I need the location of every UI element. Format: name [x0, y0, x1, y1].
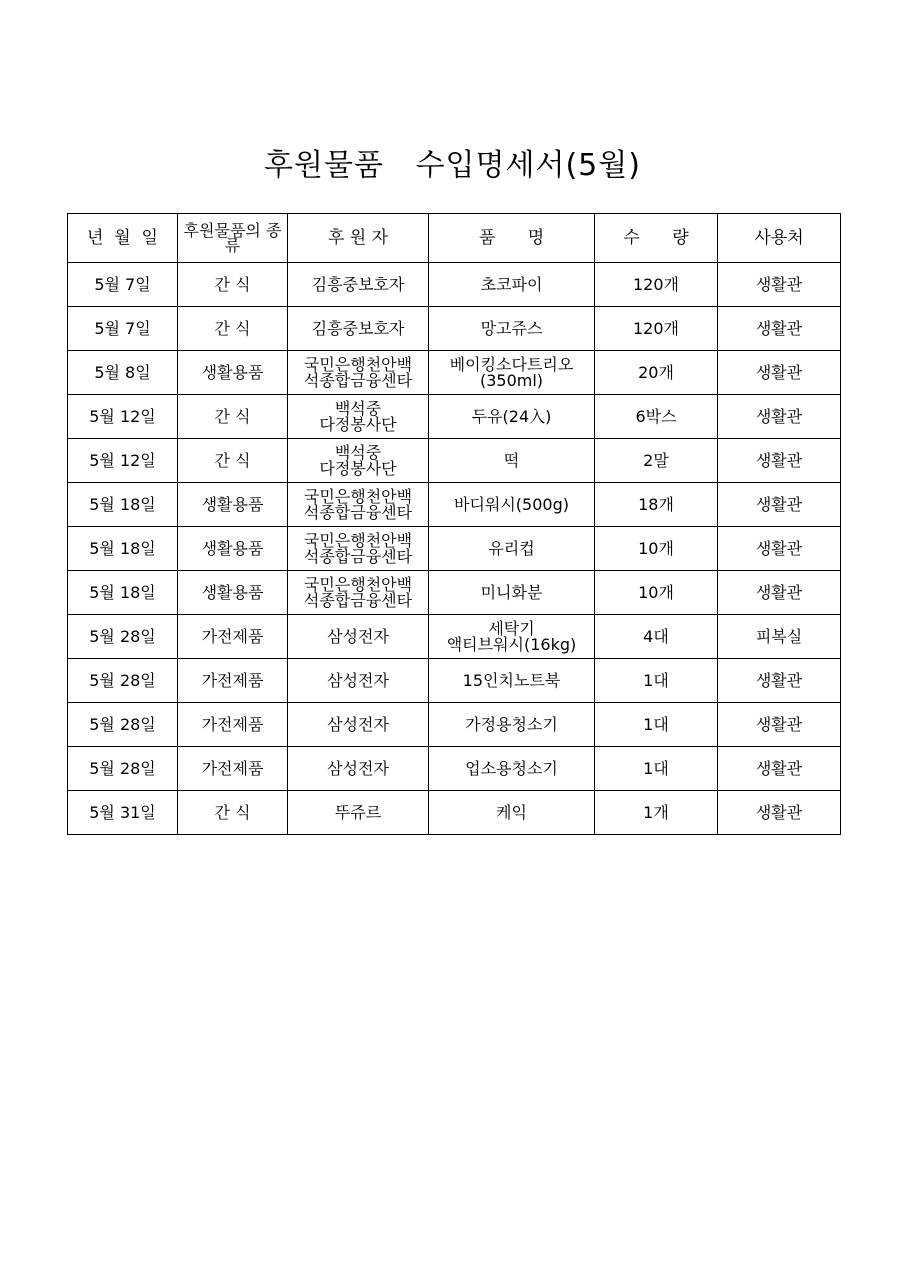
page-title: 후원물품 수입명세서(5월): [264, 148, 641, 183]
header-donor: 후 원 자: [288, 214, 429, 263]
cell-quantity: 1대: [595, 703, 718, 747]
cell-item: 유리컵: [429, 527, 595, 571]
cell-date: 5월 7일: [68, 263, 178, 307]
cell-quantity: 10개: [595, 527, 718, 571]
table-row: [68, 307, 841, 351]
cell-date: 5월 12일: [68, 439, 178, 483]
cell-usage: 생활관: [718, 351, 841, 395]
cell-usage: 피복실: [718, 615, 841, 659]
cell-item: 세탁기 액티브워시(16kg): [429, 615, 595, 659]
cell-quantity: 1대: [595, 659, 718, 703]
table-row: [68, 571, 841, 615]
table-row: [68, 791, 841, 835]
table-body: [68, 263, 841, 835]
cell-date: 5월 12일: [68, 395, 178, 439]
cell-category: 간 식: [178, 791, 288, 835]
header-date: 년 월 일: [68, 214, 178, 263]
cell-quantity: 2말: [595, 439, 718, 483]
cell-date: 5월 28일: [68, 615, 178, 659]
cell-quantity: 1대: [595, 747, 718, 791]
cell-usage: 생활관: [718, 395, 841, 439]
cell-usage: 생활관: [718, 307, 841, 351]
header-usage: 사용처: [718, 214, 841, 263]
cell-usage: 생활관: [718, 659, 841, 703]
cell-category: 가전제품: [178, 615, 288, 659]
table-row: [68, 439, 841, 483]
cell-date: 5월 18일: [68, 483, 178, 527]
header-category: 후원물품의 종류: [178, 214, 288, 263]
table-row: [68, 351, 841, 395]
cell-donor: 김흥중보호자: [288, 307, 429, 351]
cell-category: 간 식: [178, 439, 288, 483]
cell-donor: 국민은행천안백 석종합금융센타: [288, 351, 429, 395]
cell-item: 초코파이: [429, 263, 595, 307]
cell-category: 생활용품: [178, 527, 288, 571]
cell-date: 5월 28일: [68, 659, 178, 703]
cell-date: 5월 31일: [68, 791, 178, 835]
cell-item: 업소용청소기: [429, 747, 595, 791]
cell-category: 생활용품: [178, 571, 288, 615]
cell-date: 5월 28일: [68, 703, 178, 747]
cell-quantity: 120개: [595, 307, 718, 351]
cell-item: 망고쥬스: [429, 307, 595, 351]
cell-donor: 국민은행천안백 석종합금융센타: [288, 483, 429, 527]
table-row: [68, 703, 841, 747]
cell-usage: 생활관: [718, 527, 841, 571]
table-row: [68, 527, 841, 571]
cell-donor: 삼성전자: [288, 659, 429, 703]
header-item: 품 명: [429, 214, 595, 263]
cell-category: 생활용품: [178, 483, 288, 527]
cell-category: 간 식: [178, 307, 288, 351]
cell-usage: 생활관: [718, 483, 841, 527]
cell-date: 5월 28일: [68, 747, 178, 791]
cell-category: 가전제품: [178, 659, 288, 703]
cell-quantity: 120개: [595, 263, 718, 307]
cell-quantity: 18개: [595, 483, 718, 527]
cell-category: 간 식: [178, 395, 288, 439]
cell-date: 5월 18일: [68, 527, 178, 571]
cell-usage: 생활관: [718, 439, 841, 483]
cell-donor: 국민은행천안백 석종합금융센타: [288, 571, 429, 615]
donation-table: [67, 213, 841, 835]
cell-quantity: 4대: [595, 615, 718, 659]
cell-item: 두유(24入): [429, 395, 595, 439]
cell-usage: 생활관: [718, 263, 841, 307]
cell-donor: 삼성전자: [288, 747, 429, 791]
header-row: [68, 214, 841, 263]
cell-quantity: 20개: [595, 351, 718, 395]
table-row: [68, 659, 841, 703]
cell-donor: 백석중 다정봉사단: [288, 395, 429, 439]
cell-item: 떡: [429, 439, 595, 483]
cell-donor: 뚜쥬르: [288, 791, 429, 835]
cell-usage: 생활관: [718, 571, 841, 615]
table-row: [68, 395, 841, 439]
header-quantity: 수 량: [595, 214, 718, 263]
cell-category: 가전제품: [178, 747, 288, 791]
table-row: [68, 483, 841, 527]
cell-quantity: 6박스: [595, 395, 718, 439]
table-header: [68, 214, 841, 263]
cell-item: 가정용청소기: [429, 703, 595, 747]
cell-quantity: 1개: [595, 791, 718, 835]
cell-item: 바디워시(500g): [429, 483, 595, 527]
cell-donor: 김흥중보호자: [288, 263, 429, 307]
cell-donor: 백석중 다정봉사단: [288, 439, 429, 483]
cell-donor: 삼성전자: [288, 703, 429, 747]
table-row: [68, 263, 841, 307]
cell-item: 베이킹소다트리오(350ml): [429, 351, 595, 395]
cell-item: 15인치노트북: [429, 659, 595, 703]
cell-quantity: 10개: [595, 571, 718, 615]
cell-item: 케익: [429, 791, 595, 835]
cell-usage: 생활관: [718, 747, 841, 791]
cell-date: 5월 8일: [68, 351, 178, 395]
cell-category: 가전제품: [178, 703, 288, 747]
cell-date: 5월 18일: [68, 571, 178, 615]
cell-donor: 삼성전자: [288, 615, 429, 659]
table-row: [68, 615, 841, 659]
table-row: [68, 747, 841, 791]
cell-date: 5월 7일: [68, 307, 178, 351]
cell-donor: 국민은행천안백 석종합금융센타: [288, 527, 429, 571]
cell-item: 미니화분: [429, 571, 595, 615]
cell-usage: 생활관: [718, 703, 841, 747]
cell-usage: 생활관: [718, 791, 841, 835]
cell-category: 생활용품: [178, 351, 288, 395]
cell-category: 간 식: [178, 263, 288, 307]
